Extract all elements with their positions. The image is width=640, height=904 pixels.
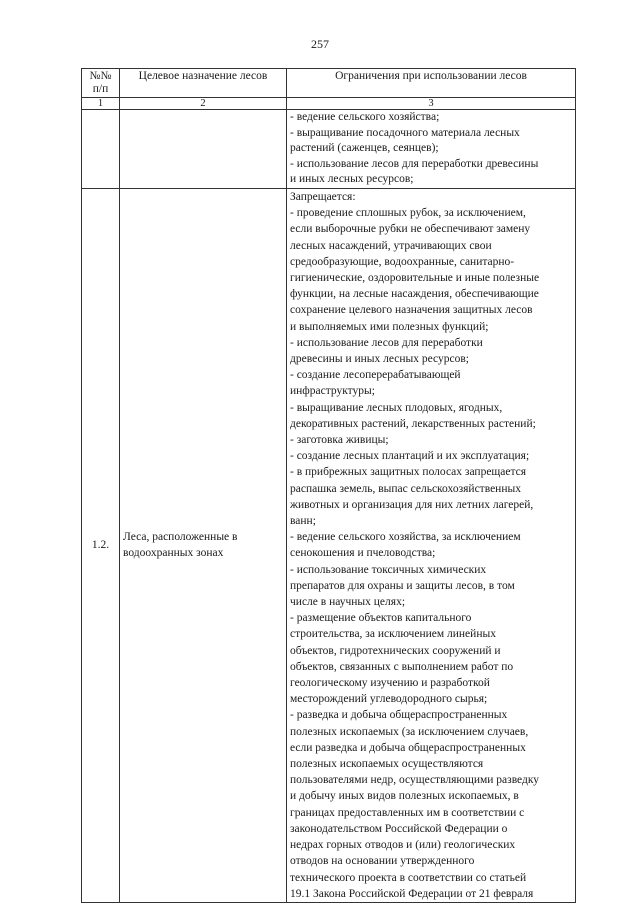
purpose-line-1: Леса, расположенные в <box>123 531 238 544</box>
restriction-line: функции, на лесные насаждения, обеспечивающие <box>290 288 539 301</box>
page-number: 257 <box>311 37 329 51</box>
restriction-line: - ведение сельского хозяйства, за исключением <box>290 531 521 544</box>
restriction-line: - использование лесов для переработки древесины <box>290 157 539 170</box>
restriction-line: строительства, за исключением линейных <box>290 628 496 641</box>
restriction-line: - использование лесов для переработки <box>290 336 483 349</box>
restriction-line: - в прибрежных защитных полосах запрещается <box>290 466 527 479</box>
restriction-line: ванн; <box>290 515 316 528</box>
restriction-line: технического проекта в соответствии со статьей <box>290 871 527 884</box>
column-index-1: 1 <box>82 98 120 110</box>
header-number <box>82 69 120 98</box>
header-number-line-2: п/п <box>92 83 109 95</box>
restriction-line: инфраструктуры; <box>290 385 375 398</box>
restriction-line: - создание лесоперерабатывающей <box>290 369 461 382</box>
purpose-line-2: водоохранных зонах <box>123 547 224 560</box>
restriction-line: - заготовка живицы; <box>290 434 389 447</box>
restriction-line: древесины и иных лесных ресурсов; <box>290 353 469 365</box>
restriction-line: пользователями недр, осуществляющими разведку <box>290 774 540 787</box>
restrictions-text <box>290 110 572 188</box>
header-number-line-1: №№ <box>89 70 112 82</box>
restriction-line: и выполняемых ими полезных функций; <box>290 320 489 333</box>
restrictions-text <box>290 189 572 902</box>
header-purpose: Целевое назначение лесов <box>120 69 287 98</box>
restriction-line: недрах горных отводов и (или) геологических <box>290 839 516 852</box>
restriction-line: - выращивание лесных плодовых, ягодных, <box>290 401 503 414</box>
restriction-line: отводов на основании утвержденного <box>290 855 475 868</box>
restriction-line: - создание лесных плантаций и их эксплуатация; <box>290 450 530 463</box>
restriction-line: декоративных растений, лекарственных растений; <box>290 417 536 430</box>
row-purpose-cell <box>120 188 287 902</box>
column-index-row <box>82 98 576 110</box>
restriction-line: если выборочные рубки не обеспечивают замену <box>290 223 531 236</box>
restriction-line: законодательством Российской Федерации о <box>290 822 508 835</box>
restriction-line: объектов, связанных с выполнением работ по <box>290 660 514 673</box>
restriction-line: границах предоставленных им в соответствии с <box>290 806 525 819</box>
restriction-line: полезных ископаемых (за исключением случаев, <box>290 725 529 738</box>
restriction-line: растений (саженцев, сеянцев); <box>290 142 439 155</box>
table-row-1-2 <box>82 188 576 902</box>
table-row-continued <box>82 110 576 189</box>
row-number-cell <box>82 110 120 189</box>
restriction-line: сохранение целевого назначения защитных лесов <box>290 304 533 317</box>
restriction-line: сенокошения и пчеловодства; <box>290 547 436 560</box>
restriction-line: лесных насаждений, утрачивающих свои <box>290 239 492 252</box>
restriction-line: - проведение сплошных рубок, за исключением, <box>290 207 526 220</box>
header-row <box>82 69 576 98</box>
restriction-line: объектов, гидротехнических сооружений и <box>290 644 501 657</box>
row-restrictions-cell <box>287 110 576 189</box>
restriction-line: полезных ископаемых осуществляются <box>290 758 484 771</box>
restriction-line: животных и организация для них летних лагерей, <box>290 498 534 511</box>
column-index-3: 3 <box>287 98 576 110</box>
forest-restrictions-table <box>81 68 576 903</box>
restriction-line: препаратов для охраны и защиты лесов, в том <box>290 579 515 592</box>
restriction-line: если разведка и добыча общераспространенных <box>290 741 526 754</box>
restriction-line: и иных лесных ресурсов; <box>290 173 414 186</box>
restriction-line: - разведка и добыча общераспространенных <box>290 709 508 722</box>
row-number-cell: 1.2. <box>82 188 120 902</box>
restriction-line: гигиенические, оздоровительные и иные полезные <box>290 271 540 284</box>
header-restrictions: Ограничения при использовании лесов <box>287 69 576 98</box>
restriction-line: - ведение сельского хозяйства; <box>290 111 440 123</box>
restriction-line: геологическому изучению и разработкой <box>290 677 490 690</box>
restriction-line: - выращивание посадочного материала лесных <box>290 126 520 139</box>
restriction-line: и добычу иных видов полезных ископаемых, в <box>290 790 519 803</box>
restriction-line: месторождений углеводородного сырья; <box>290 693 488 706</box>
restriction-line: - использование токсичных химических <box>290 563 487 576</box>
row-restrictions-cell <box>287 188 576 902</box>
column-index-2: 2 <box>120 98 287 110</box>
restriction-line: - размещение объектов капитального <box>290 612 472 625</box>
restriction-line: распашка земель, выпас сельскохозяйственных <box>290 482 521 495</box>
restriction-line: 19.1 Закона Российской Федерации от 21 февраля <box>290 887 534 900</box>
restriction-line: средообразующие, водоохранные, санитарно- <box>290 255 515 268</box>
row-purpose-cell <box>120 110 287 189</box>
restriction-line: числе в научных целях; <box>290 596 406 609</box>
restriction-line: Запрещается: <box>290 190 356 203</box>
